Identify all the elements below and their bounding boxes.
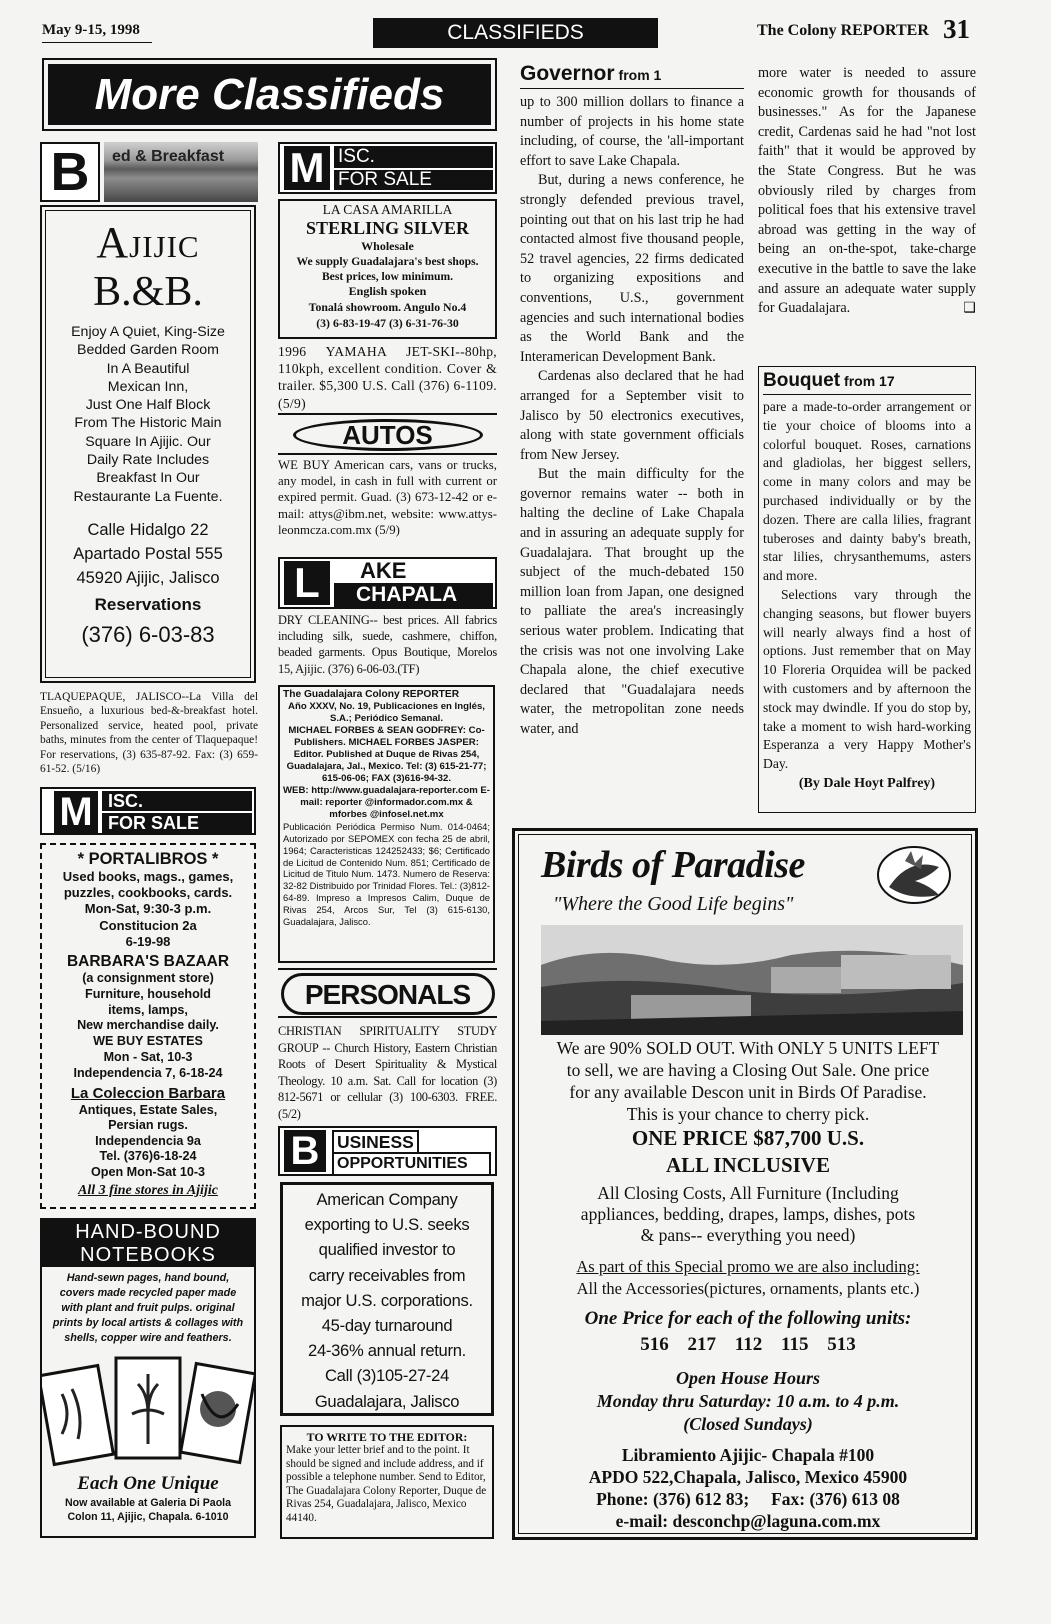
bb-header-label: ed & Breakfast [104,142,258,202]
notebooks-description: Hand-sewn pages, hand bound, covers made recycled paper made with plant and fruit pulps. original prints by local artists & collages with shells, copper wire and feathers. [52,1272,244,1344]
american-line-0: American Company [316,1190,458,1209]
lake-chapala-header [278,557,497,609]
birds-slogan: "Where the Good Life begins" [553,893,794,915]
silver-line6: English spoken [348,284,427,298]
editor-box [280,1425,494,1539]
ajijic-bb-addr3: 45920 Ajijic, Jalisco [76,568,220,587]
ajijic-bb-line-3: Mexican Inn, [107,378,189,395]
ajijic-bb-addr2: Apartado Postal 555 [73,544,223,563]
coleccion-lines [45,1103,251,1181]
misc-top-2: ISC. [334,146,493,168]
birds-line3: for any available Descon unit in Birds Of Paradise. [569,1082,927,1102]
silver-line1: LA CASA AMARILLA [322,202,453,217]
editor-text: Make your letter brief and to the point. It should be signed and include address, and if possible a telephone number. Send to Editor, The Guadalajara Colony Reporter, Duque de Rivas 254, Guadalajara, Jalisco, Mexico 44140. [286,1444,487,1524]
birds-line4: This is your chance to cherry pick. [626,1104,870,1124]
governor-p3: Cardenas also declared that he had arranged for a September visit to Jalisco by 50 electronics executives, along with state government officials from New Jersey. [520,368,744,463]
american-line-3: carry receivables from [308,1265,466,1285]
personals-header [278,968,497,1018]
american-line-6: 24-36% annual return. [308,1341,466,1361]
birds-hours-title: Open House Hours [675,1368,821,1388]
coleccion-title: La Coleccion Barbara [70,1084,226,1102]
ajijic-bb-name: Ajijic [96,218,200,267]
lake-initial: L [284,561,330,605]
ajijic-bb-line-4: Just One Half Block [85,397,211,414]
notebooks-availability: Now available at Galeria Di Paola Colon 11, Ajijic, Chapala. 6-1010 [64,1497,232,1523]
birds-line5: All Closing Costs, All Furniture (Including [597,1183,899,1203]
american-line-1: exporting to U.S. seeks [304,1215,470,1235]
bouquet-p2: Selections vary through the changing seasons, but flower buyers will nearly always find a host of options. Just remember that on May 10 Floreria Orquidea will be packed with customers and by afternoon the stock may dwindle. If you do stop by, take a moment to wish hard-working Esperanza a very Happy Mother's Day. [763,586,971,772]
staff-publishers: MICHAEL FORBES & SEAN GODFREY: Co-Publishers. MICHAEL FORBES JASPER: Editor. Published at Duque de Rivas 254, Guadalajara, Jal., Mexico. Tel: (3) 615-21-77; 615-06-06; FAX (3)616-94-32. [286,725,487,785]
ajijic-bb-phone: (376) 6-03-83 [81,621,215,647]
birds-line6: appliances, bedding, drapes, lamps, dishes, pots [580,1204,916,1224]
ajijic-bb-line-1: Bedded Garden Room [77,342,219,359]
business-initial: B [284,1130,326,1172]
bb-initial: B [40,142,100,202]
barbara-line-5: Mon - Sat, 10-3 [103,1050,193,1064]
governor-headline: Governor [520,62,615,85]
birds-line2: to sell, we are having a Closing Out Sale. One price [566,1060,930,1080]
birds-addr1: Libramiento Ajijic- Chapala #100 [621,1445,875,1465]
american-line-4: major U.S. corporations. [301,1290,473,1310]
barbara-line-0: (a consignment store) [82,971,214,986]
lake-bottom: CHAPALA [334,583,493,607]
autos-header [278,413,497,455]
portalibros-line-4: 6-19-98 [125,933,171,949]
birds-inclusive: ALL INCLUSIVE [666,1153,830,1177]
governor-from: from 1 [618,67,662,83]
bird-of-paradise-icon [875,843,953,907]
ajijic-bb-addr1: Calle Hidalgo 22 [87,520,209,539]
bouquet-headline-row [763,370,971,395]
notebooks-tagline: Each One Unique [77,1473,219,1494]
misc-initial-2: M [284,146,330,190]
birds-units [519,1332,977,1358]
business-header [278,1126,497,1176]
birds-title: Birds of Paradise [541,844,805,886]
silver-line5: Best prices, low minimum. [321,270,454,283]
section-title: CLASSIFIEDS [373,18,658,48]
birds-units-title: One Price for each of the following units: [584,1308,912,1329]
more-classifieds-banner [42,58,497,131]
governor-p5: more water is needed to assure economic growth for thousands of businesses." As for the Japanese credit, Cardenas said he had "not lost faith" that it would be approved by the State Congress. But he was obviously riled by charges from political foes that his extensive travel abroad was getting in the way of being an on-the-spot, take-charge executive in the battle to save the lake and assure an adequate water supply for Guadalajara. [758,65,976,317]
american-line-7: Call (3)105-27-24 [324,1366,450,1386]
american-line-2: qualified investor to [318,1240,456,1260]
coleccion-line-0: Antiques, Estate Sales, [78,1102,218,1117]
notebooks-title2: NOTEBOOKS [42,1243,254,1267]
american-company-ad [280,1182,494,1416]
personals-label: PERSONALS [281,973,495,1015]
notebooks-illustration [42,1354,254,1472]
coleccion-line-1: Persian rugs. [108,1118,188,1133]
birds-price: ONE PRICE $87,700 U.S. [631,1126,865,1150]
silver-line7: Tonalá showroom. Angulo No.4 [308,300,467,314]
date-underline [42,42,152,43]
portalibros-line-1: puzzles, cookbooks, cards. [63,885,233,901]
portalibros-line-0: Used books, mags., games, [62,869,234,884]
birds-email: e-mail: desconchp@laguna.com.mx [615,1511,881,1531]
silver-line8: (3) 6-83-19-47 (3) 6-31-76-30 [316,316,459,330]
misc-bottom-1: FOR SALE [102,813,252,833]
governor-headline-row [520,62,744,89]
barbara-line-4: WE BUY ESTATES [93,1034,203,1049]
american-line-8: Guadalajara, Jalisco [314,1391,460,1411]
unit-516: 516 [640,1334,688,1355]
coleccion-line-3: Tel. (376)6-18-24 [99,1149,197,1164]
governor-continued [758,64,976,319]
business-top: USINESS [332,1130,419,1152]
staff-web: WEB: http://www.guadalajara-reporter.com E-mail: reporter @informador.com.mx & mforbes @infosel.net.mx [283,785,491,821]
birds-promo: As part of this Special promo we are also including: [576,1257,920,1276]
birds-addr2: APDO 522,Chapala, Jalisco, Mexico 45900 [588,1467,908,1487]
birds-line7: & pans-- everything you need) [640,1225,856,1245]
silver-line3: Wholesale [361,239,414,253]
coleccion-line-4: Open Mon-Sat 10-3 [90,1164,206,1179]
ajijic-bb-name2: B.&B. [93,269,203,315]
bb-header [40,142,258,202]
ajijic-bb-description [50,323,246,506]
portalibros-line-2: Mon-Sat, 9:30-3 p.m. [84,901,212,917]
birds-body [519,1037,977,1532]
barbara-line-1: Furniture, household [85,986,211,1001]
silver-line2: STERLING SILVER [306,218,469,238]
unit-513: 513 [827,1334,856,1355]
birds-of-paradise-ad [512,828,978,1540]
staff-legal: Publicación Periódica Permiso Num. 014-0464; Autorizado por SEPOMEX con fecha 25 de abril, 1964; Caracteristicas 124252433; $6; Certificado de Licitud de Contenido Num. 851; Certificado de Licitud de Titulo Num. 1473. Numero de Reserva: 32-82 Distribuido por Trinidad Flores. Tel.: (3)812-64-89. Impreso a Impresos Calim, Duque de Rivas 254, Arcos Sur, Tel (3) 615-6130, Guadalajara, Jalisco. [283,821,490,927]
bouquet-byline: (By Dale Hoyt Palfrey) [798,775,936,791]
sterling-silver-ad [278,199,497,339]
bouquet-headline: Bouquet [763,370,841,391]
staff-title: The Guadalajara Colony REPORTER [283,689,460,700]
yamaha-ad: 1996 YAMAHA JET-SKI--80hp, 110kph, excellent condition. Cover & trailer. $5,300 U.S. Call (376) 6-1109. (5/9) [278,344,497,411]
bouquet-p1: pare a made-to-order arrangement or tie your choice of blooms into a colorful bouquet. Roses, carnations and gladiolas, her biggest sellers, come in many colors and may be purchased individually or by the dozen. There are calla lilies, fragrant tuberoses and dainty baby's breath, star lilies, chrysanthemums, asters and more. [763,399,971,584]
banner-title: More Classifieds [48,64,491,125]
barbara-line-3: New merchandise daily. [77,1018,219,1033]
page-number: 31 [943,14,970,44]
portalibros-lines [45,869,251,950]
coleccion-line-2: Independencia 9a [95,1133,201,1148]
birds-fax: Fax: (376) 613 08 [771,1489,900,1509]
ajijic-bb-line-9: Restaurante La Fuente. [73,488,223,505]
birds-closed: (Closed Sundays) [683,1414,813,1434]
misc-for-sale-header-2 [278,142,497,194]
lake-top: AKE [360,558,407,583]
bouquet-article [758,366,976,813]
autos-label: AUTOS [293,419,483,451]
dry-cleaning-ad: DRY CLEANING-- best prices. All fabrics including silk, suede, cashmere, chiffon, beaded garments. Opus Boutique, Morelos 15, Ajijic. (376) 6-06-03.(TF) [278,613,497,676]
ajijic-bb-line-8: Breakfast In Our [96,470,200,487]
business-bottom: OPPORTUNITIES [332,1152,491,1176]
notebooks-title1: HAND-BOUND [42,1220,254,1243]
birds-line1: We are 90% SOLD OUT. With ONLY 5 UNITS LEFT [556,1038,940,1058]
portalibros-ad [40,843,256,1209]
american-line-5: 45-day turnaround [321,1316,453,1336]
tlaquepaque-ad: TLAQUEPAQUE, JALISCO--La Villa del Ensueño, a luxurious bed-&-breakfast hotel. Personalized service, heated pool, private baths, minutes from the center of Tlaquepaque! For reservations, (3) 635-87-92. Fax: (3) 659-61-52. (5/16) [40,691,258,776]
birds-line8: All the Accessories(pictures, ornaments, plants etc.) [576,1279,920,1298]
ajijic-bb-line-6: Square In Ajijic. Our [85,433,211,450]
staff-pub: Año XXXV, No. 19, Publicaciones en Inglés, S.A.; Periódico Semanal. [288,701,485,725]
barbara-line-2: items, lamps, [108,1002,188,1017]
unit-115: 115 [781,1334,828,1355]
birds-hours: Monday thru Saturday: 10 a.m. to 4 p.m. [596,1391,900,1411]
portalibros-title: * PORTALIBROS * [77,850,219,868]
misc-top-1: ISC. [102,791,252,811]
end-mark: ❑ [963,300,976,317]
misc-initial-1: M [54,791,98,833]
portalibros-line-3: Constitucion 2a [99,917,197,933]
ajijic-bb-line-7: Daily Rate Includes [86,452,210,469]
issue-date: May 9-15, 1998 [42,22,140,38]
governor-p4: But the main difficulty for the governor remains water -- both in halting the decline of Lake Chapala and in assuring an adequate supply for Guadalajara. That brought up the subject of the much-debated 150 million loan from Japan, one designed to palliate the area's increasingly serious water problem. Indicating that the crisis was not one involving Lake Chapala alone, the chief executive declared that "Guadalajara needs water, the metropolitan zone needs water, and [520,466,744,737]
editor-title: TO WRITE TO THE EDITOR: [306,1430,468,1444]
barbara-lines [45,971,251,1082]
paper-name: The Colony REPORTER [757,22,929,39]
silver-line4: We supply Guadalajara's best shops. [296,255,479,268]
unit-217: 217 [687,1334,735,1355]
staff-box [278,685,495,963]
barbara-line-6: Independencia 7, 6-18-24 [73,1065,223,1080]
barbara-title: BARBARA'S BAZAAR [66,953,230,971]
birds-photo [541,925,963,1035]
notebooks-ad [40,1218,256,1538]
ajijic-bb-line-2: In A Beautiful [106,360,190,377]
autos-text: WE BUY American cars, vans or trucks, any model, in cash in full with current or expired permit. Guad. (3) 673-12-42 or e-mail: attys@ibm.net, website: www.attys-leonmcza.com.mx (5/9) [278,458,497,537]
ajijic-bb-line-5: From The Historic Main [74,415,222,432]
governor-p1: up to 300 million dollars to finance a number of projects in his home state including, of course, the 'all-important effort to save Lake Chapala. [520,94,744,169]
misc-bottom-2: FOR SALE [334,170,493,190]
personals-text: CHRISTIAN SPIRITUALITY STUDY GROUP -- Church History, Eastern Christian Roots of Desert Spirituality & Mystical Theology. 10 a.m. Sat. Call for location (3) 812-5671 or cellular (3) 100-6303. FREE. (5/2) [278,1024,497,1121]
portalibros-footer: All 3 fine stores in Ajijic [78,1182,218,1198]
birds-phone: Phone: (376) 612 83; [596,1489,750,1509]
ajijic-bb-reservations-label: Reservations [94,594,202,614]
governor-p2: But, during a news conference, he strongly defended previous travel, pointing out that on his last trip he had contacted almost five thousand people, 52 travel agencies, 22 firms dedicated to organizing expositions and conventions, U.S., government agencies and such international bodies as the World Bank and the Interamerican Development Bank. [520,172,744,365]
ajijic-bb-line-0: Enjoy A Quiet, King-Size [71,324,225,340]
unit-112: 112 [734,1334,781,1355]
governor-article [520,62,744,740]
ajijic-bb-ad [40,205,256,683]
bouquet-from: from 17 [844,373,895,389]
misc-for-sale-header-1 [40,787,256,835]
